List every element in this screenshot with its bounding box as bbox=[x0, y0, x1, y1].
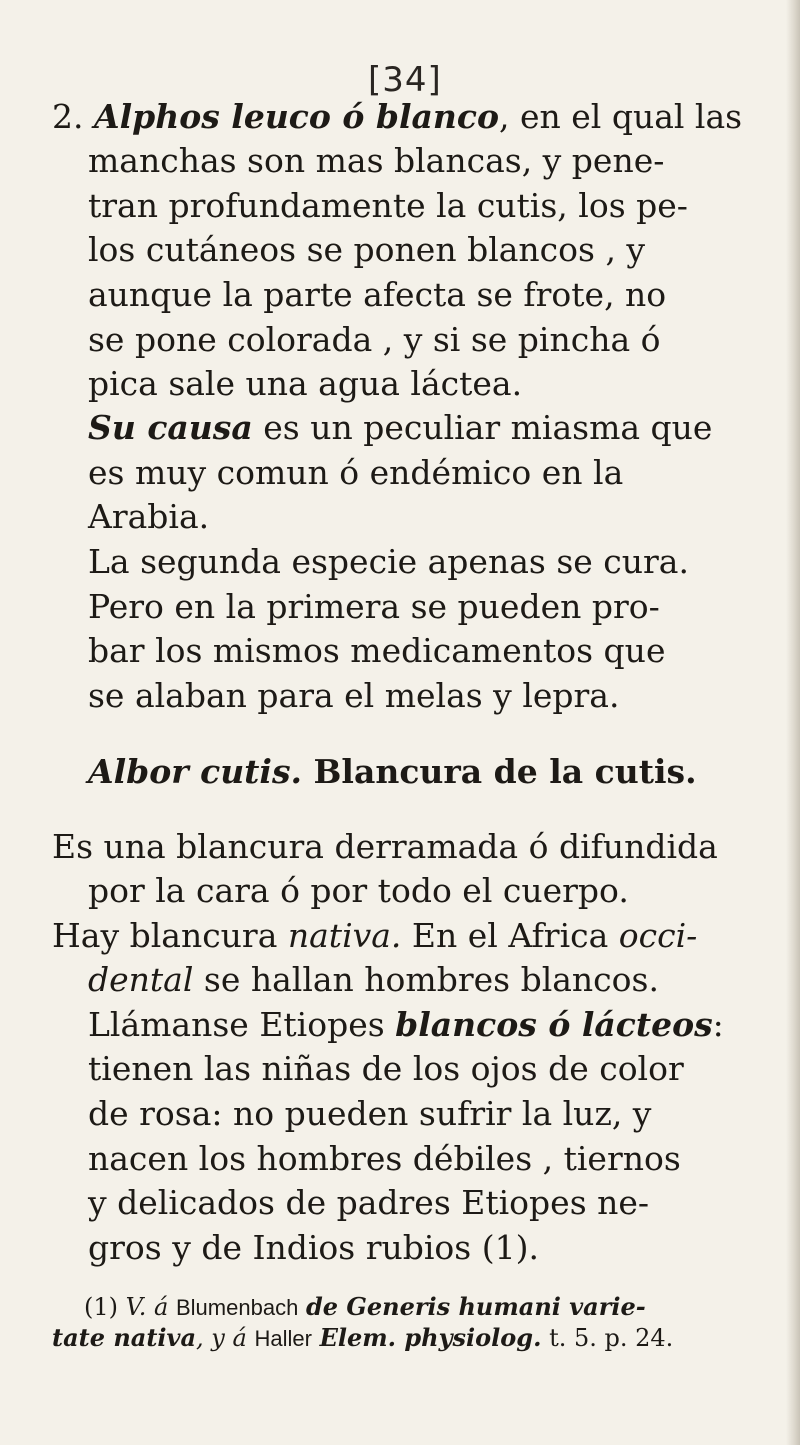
text-run: es un peculiar miasma que bbox=[252, 408, 713, 447]
text-line-13: bar los mismos medicamentos que bbox=[88, 631, 666, 670]
text-line-24: gros y de Indios rubios (1). bbox=[88, 1228, 539, 1267]
text-line-14: se alaban para el melas y lepra. bbox=[88, 676, 620, 715]
emphasis: Su causa bbox=[88, 408, 253, 447]
text-run: Hay blancura bbox=[52, 916, 288, 955]
text-run: se hallan hombres blancos. bbox=[193, 960, 659, 999]
footnote-prep: á bbox=[232, 1324, 247, 1352]
emphasis: occi- bbox=[618, 916, 698, 955]
footnote-reference: t. 5. p. 24. bbox=[549, 1324, 674, 1352]
footnote-author: Haller bbox=[254, 1326, 312, 1351]
text-run: En el Africa bbox=[401, 916, 619, 955]
text-line-2: manchas son mas blancas, y pene- bbox=[88, 141, 665, 180]
page-number: [34] bbox=[368, 60, 442, 100]
heading-latin: Albor cutis. bbox=[88, 752, 303, 791]
heading-spanish: Blancura de la cutis. bbox=[302, 752, 697, 791]
text-line-9: es muy comun ó endémico en la bbox=[88, 453, 624, 492]
text-line-22: nacen los hombres débiles , tiernos bbox=[88, 1139, 681, 1178]
text-run: Llámanse Etiopes bbox=[88, 1005, 396, 1044]
emphasis: nativa. bbox=[287, 916, 402, 955]
text-line-11: La segunda especie apenas se cura. bbox=[88, 542, 689, 581]
footnote-work: tate nativa bbox=[52, 1323, 197, 1352]
page-edge-shadow bbox=[786, 0, 800, 1445]
text-run: , en el qual las bbox=[499, 97, 743, 136]
entry-title: Alphos leuco ó blanco bbox=[94, 97, 499, 136]
text-line-17 bbox=[52, 916, 697, 956]
text-line-12: Pero en la primera se pueden pro- bbox=[88, 587, 660, 626]
text-line-4: los cutáneos se ponen blancos , y bbox=[88, 230, 646, 269]
text-line-21: de rosa: no pueden sufrir la luz, y bbox=[88, 1094, 652, 1133]
text-line-20: tienen las niñas de los ojos de color bbox=[88, 1049, 684, 1088]
text-run: : bbox=[712, 1005, 724, 1044]
footnote-work: de Generis humani varie- bbox=[305, 1292, 646, 1321]
footnote-vide: V. bbox=[125, 1293, 147, 1321]
footnote-mark: (1) bbox=[84, 1293, 118, 1321]
text-line-15: Es una blancura derramada ó difundida bbox=[52, 827, 718, 866]
footnote-conj: , y bbox=[196, 1324, 225, 1352]
text-line-1 bbox=[52, 97, 742, 137]
footnote-author: Blumenbach bbox=[176, 1295, 299, 1320]
text-line-18 bbox=[88, 960, 659, 1000]
footnote-line-1 bbox=[84, 1292, 646, 1323]
footnote-prep: á bbox=[154, 1293, 169, 1321]
text-line-5: aunque la parte afecta se frote, no bbox=[88, 275, 667, 314]
text-line-7: pica sale una agua láctea. bbox=[88, 364, 523, 403]
emphasis: blancos ó lácteos bbox=[395, 1005, 713, 1044]
emphasis: dental bbox=[88, 960, 194, 999]
text-line-10: Arabia. bbox=[88, 497, 210, 536]
text-line-3: tran profundamente la cutis, los pe- bbox=[88, 186, 688, 225]
text-line-6: se pone colorada , y si se pincha ó bbox=[88, 320, 661, 359]
text-line-23: y delicados de padres Etiopes ne- bbox=[88, 1183, 650, 1222]
text-line-19 bbox=[88, 1005, 724, 1045]
section-heading bbox=[88, 752, 697, 792]
footnote-line-2 bbox=[52, 1323, 673, 1354]
text-line-16: por la cara ó por todo el cuerpo. bbox=[88, 871, 629, 910]
text-line-8 bbox=[88, 408, 712, 448]
footnote-work: Elem. physiolog. bbox=[319, 1323, 542, 1352]
list-number: 2. bbox=[52, 97, 84, 136]
